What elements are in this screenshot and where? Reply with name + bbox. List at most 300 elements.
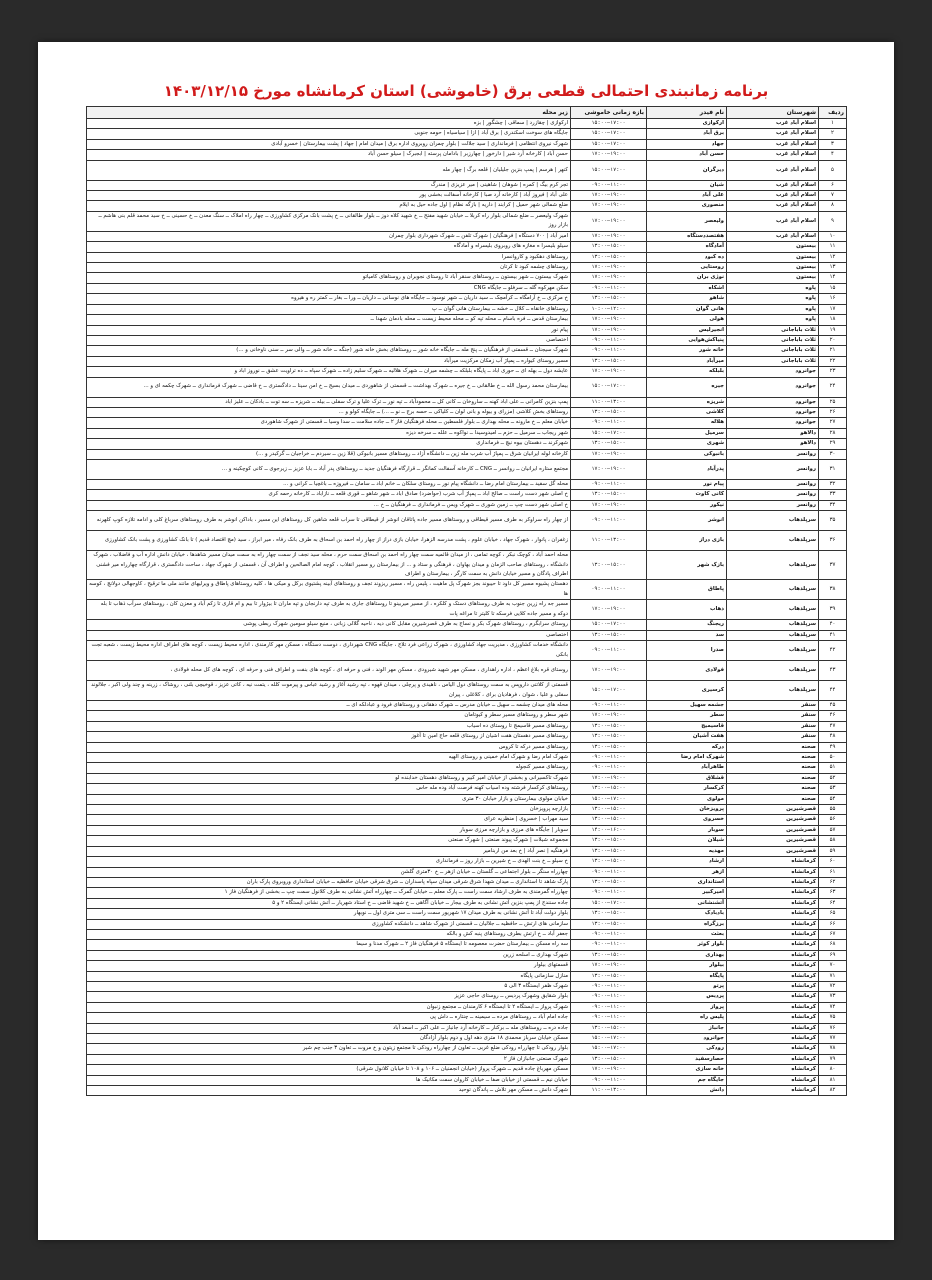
table-row — [87, 600, 847, 620]
row-number-cell: ۸۲ — [819, 1086, 847, 1096]
county-cell: پاوه — [727, 315, 819, 325]
feeder-cell: بهداری — [647, 950, 727, 960]
row-number-cell: ۸۰ — [819, 1065, 847, 1075]
time-range-cell: ۱۳:۰۰—۱۵:۰۰ — [571, 909, 647, 919]
table-row — [87, 909, 847, 919]
table-row — [87, 1013, 847, 1023]
feeder-cell: روستایی — [647, 263, 727, 273]
area-cell: روستاهای کرکسار فرشته وده اسیاب کهنه فرصت آباد وده مله حاس — [87, 784, 571, 794]
row-number-cell: ۷۸ — [819, 1044, 847, 1054]
row-number-cell: ۷۰ — [819, 961, 847, 971]
row-number-cell: ۷۹ — [819, 1054, 847, 1064]
row-number-cell: ۲ — [819, 129, 847, 139]
county-cell: قصرشیرین — [727, 805, 819, 815]
county-cell: سرپلذهاب — [727, 580, 819, 600]
feeder-cell: بعثت — [647, 929, 727, 939]
time-range-cell: ۰۹:۰۰—۱۱:۰۰ — [571, 888, 647, 898]
time-range-cell: ۱۴:۰۰—۱۶:۰۰ — [571, 825, 647, 835]
county-cell: بیستون — [727, 263, 819, 273]
county-cell: کرمانشاه — [727, 877, 819, 887]
row-number-cell: ۷۲ — [819, 981, 847, 991]
feeder-cell: مهدیه — [647, 846, 727, 856]
table-row — [87, 511, 847, 531]
time-range-cell: ۱۱:۰۰—۱۳:۰۰ — [571, 1086, 647, 1096]
area-cell: اختصاصی — [87, 630, 571, 640]
area-cell: اختصاصی — [87, 335, 571, 345]
table-row — [87, 630, 847, 640]
county-cell: صحنه — [727, 753, 819, 763]
row-number-cell: ۲۵ — [819, 397, 847, 407]
county-cell: سرپلذهاب — [727, 641, 819, 661]
county-cell: سرپلذهاب — [727, 630, 819, 640]
table-row — [87, 877, 847, 887]
row-number-cell: ۶۴ — [819, 898, 847, 908]
area-cell: امیر آباد | ۷۰۰ دستگاه | فرهنگیان | شهرک تلفن ــ شهرک شهرداری بلوار چمران — [87, 231, 571, 241]
table-row — [87, 929, 847, 939]
time-range-cell: ۰۹:۰۰—۱۱:۰۰ — [571, 641, 647, 661]
time-range-cell: ۱۵:۰۰—۱۷:۰۰ — [571, 160, 647, 180]
row-number-cell: ۴۱ — [819, 630, 847, 640]
feeder-cell: اشکاه — [647, 283, 727, 293]
table-row — [87, 428, 847, 438]
row-number-cell: ۵۱ — [819, 763, 847, 773]
feeder-cell: منصوری — [647, 201, 727, 211]
row-number-cell: ۷۶ — [819, 1023, 847, 1033]
county-cell: کرمانشاه — [727, 1065, 819, 1075]
row-number-cell: ۲۲ — [819, 356, 847, 366]
table-row — [87, 888, 847, 898]
area-cell: دهستان پشیوه مسیر کل داود تا حیبوند بجز شهرک پل ماهیت ، پلیس راه ، مسیر ریزوند تجف و روستاهای آبینه پشتیوی برکل و میکی ها ، کلیه روستاهای پاطاق و ویرلیهای مانند ملی ما ترقیح ، کاوجهالی دولانچ ، کوسه ها — [87, 580, 571, 600]
document-title: برنامه زمانبندی احتمالی قطعی برق (خاموشی) استان کرمانشاه مورخ ۱۴۰۳/۱۲/۱۵ — [163, 82, 769, 100]
county-cell: دالاهو — [727, 428, 819, 438]
time-range-cell: ۰۹:۰۰—۱۱:۰۰ — [571, 335, 647, 345]
feeder-cell: برق آباد — [647, 129, 727, 139]
table-row — [87, 661, 847, 681]
table-row — [87, 732, 847, 742]
time-range-cell: ۱۵:۰۰—۱۷:۰۰ — [571, 1034, 647, 1044]
time-range-cell: ۰۹:۰۰—۱۱:۰۰ — [571, 180, 647, 190]
table-row — [87, 641, 847, 661]
time-range-cell: ۰۹:۰۰—۱۱:۰۰ — [571, 1013, 647, 1023]
time-range-cell: ۱۷:۰۰—۱۹:۰۰ — [571, 273, 647, 283]
table-row — [87, 356, 847, 366]
feeder-cell: ریجنگ — [647, 620, 727, 630]
county-cell: سرپلذهاب — [727, 600, 819, 620]
area-cell: عایشه دول ــ بهله ای ــ حوری اباد ــ پایگاه بلبلکه ــ چشمه میران ــ شهرک هلالیه ــ شهرک سلیم زاده ــ شهرک سپاه ــ ده تراویت عشق ــ نوروز اباد و — [87, 367, 571, 377]
time-range-cell: ۱۳:۰۰—۱۵:۰۰ — [571, 877, 647, 887]
feeder-cell: کانی کاوت — [647, 490, 727, 500]
time-range-cell: ۱۵:۰۰—۱۷:۰۰ — [571, 620, 647, 630]
time-range-cell: ۱۵:۰۰—۱۷:۰۰ — [571, 1044, 647, 1054]
time-range-cell: ۱۷:۰۰—۱۹:۰۰ — [571, 201, 647, 211]
area-cell: شهرکرند ــ دهستان بیوه نیچ ــ فرمانداری — [87, 439, 571, 449]
feeder-cell: پیام نور — [647, 479, 727, 489]
county-cell: اسلام آباد غرب — [727, 191, 819, 201]
time-range-cell: ۱۵:۰۰—۱۷:۰۰ — [571, 681, 647, 701]
row-number-cell: ۴۷ — [819, 721, 847, 731]
row-number-cell: ۶۶ — [819, 919, 847, 929]
row-number-cell: ۵۸ — [819, 836, 847, 846]
feeder-cell: بیلوار — [647, 961, 727, 971]
row-number-cell: ۶۳ — [819, 888, 847, 898]
row-number-cell: ۳۶ — [819, 531, 847, 551]
row-number-cell: ۲۶ — [819, 407, 847, 417]
table-row — [87, 992, 847, 1002]
row-number-cell: ۳۲ — [819, 479, 847, 489]
table-row — [87, 283, 847, 293]
area-cell: روستاهای چشمه کبود تا کرتان — [87, 263, 571, 273]
area-cell: شهرک بهداری ــ اسلحه زرین — [87, 950, 571, 960]
table-row — [87, 815, 847, 825]
feeder-cell: مولوی — [647, 794, 727, 804]
time-range-cell: ۱۳:۰۰—۱۵:۰۰ — [571, 971, 647, 981]
row-number-cell: ۳۸ — [819, 580, 847, 600]
time-range-cell: ۱۷:۰۰—۱۹:۰۰ — [571, 150, 647, 160]
table-row — [87, 211, 847, 231]
row-number-cell: ۳۰ — [819, 449, 847, 459]
time-range-cell: ۱۵:۰۰—۱۷:۰۰ — [571, 139, 647, 149]
area-cell: چهارراه سنگر ــ بلوار اجتماعی ــ گلستان ــ خیابان ازهر ــ خ ۳۰متری گلشن — [87, 867, 571, 877]
row-number-cell: ۱۹ — [819, 325, 847, 335]
header-county: شهرستان — [727, 107, 819, 119]
county-cell: روانسر — [727, 500, 819, 510]
row-number-cell: ۵۰ — [819, 753, 847, 763]
county-cell: جوانرود — [727, 367, 819, 377]
county-cell: صحنه — [727, 784, 819, 794]
table-row — [87, 794, 847, 804]
time-range-cell: ۰۹:۰۰—۱۱:۰۰ — [571, 763, 647, 773]
area-cell: پمپ بنزین کامرانی ــ علی اباد کهنه ــ ساروخان ــ کانی کل ــ محمودآباد ــ تپه نور ــ ترک علیا و ترک سفلی ــ بیله ــ شریزه ــ سه توت ــ بادکان ــ علیز اباد — [87, 397, 571, 407]
area-cell: شهرک نیروی انتظامی | فرمانداری | سید جلالت | بلوار چمران روبروی اداره برق | میدان امام | جهاد | پشت بیمارستان | خسرو آبادی — [87, 139, 571, 149]
area-cell: پیام نور — [87, 325, 571, 335]
area-cell: شهر ریجاب ــ سرمیل ــ حزم ــ امیدوسیدا ــ نواکوه ــ علله ــ سرخه دیزه — [87, 428, 571, 438]
row-number-cell: ۱۳ — [819, 263, 847, 273]
county-cell: کرمانشاه — [727, 981, 819, 991]
feeder-cell: رودکی — [647, 1044, 727, 1054]
county-cell: سنقر — [727, 711, 819, 721]
table-row — [87, 825, 847, 835]
area-cell: کنهر | هرسم | پمپ بنزین جلیلیان | قلعه برگ | چهار مله — [87, 160, 571, 180]
table-row — [87, 160, 847, 180]
feeder-cell: نیکور — [647, 500, 727, 510]
area-cell: شهرک سیجنان ــ قسمتی از فرهنگیان ــ پنج مله ــ جایگاه خانه شور ــ روستاهای بخش خانه شور (جنگه ــ خانه شور ــ والی سر ــ سنی ناوخانی و ...) — [87, 346, 571, 356]
feeder-cell: ولیعصر — [647, 211, 727, 231]
feeder-cell: ازهر — [647, 867, 727, 877]
county-cell: کرمانشاه — [727, 992, 819, 1002]
area-cell: روستای قره بلاغ اعظم ، اداره راهداری ، مسکن مهر شهید شیرودی ، مسکن مهر الوند ، فنی و حرفه ای ، کوچه های بنفت و اطراف فنی و حرفه ای ، کوچه های کل محله فولادی ، — [87, 661, 571, 681]
area-cell: جاده امام آباد ــ روستاهای مرده ــ سیمینه ــ چنتاره ــ داش پی — [87, 1013, 571, 1023]
area-cell: مسیر روستای کیواره ــ پمپاژ آب زمکان مرکزیت میرآباد — [87, 356, 571, 366]
area-cell: مسیر جه راه زرین جنوب به طرف روستاهای دستک و کلکره ، از مسیر میربینو تا روستاهای جاری به طرف تپه دارنجان و تپه ماران تا بیژوار تا بیم و ام قاری تا زکم آباد و معزن کان ، روستاهای سرآب ذهاب تا بله دوکه و مسیر جاده کلایی فرسکه تا کلیتر تا مراغه پات — [87, 600, 571, 620]
row-number-cell: ۳۱ — [819, 459, 847, 479]
area-cell: چهارراه گمرمندی به طرف ارشاد سمت راست ــ پارک معلم ــ خیابان گمرک ــ چهارراه آتش نشانی به طرف کلانول سمت چپ ــ بخشی از فرهنگیان فاز ۱ — [87, 888, 571, 898]
county-cell: کرمانشاه — [727, 867, 819, 877]
time-range-cell: ۰۹:۰۰—۱۱:۰۰ — [571, 1002, 647, 1012]
time-range-cell: ۱۳:۰۰—۱۵:۰۰ — [571, 784, 647, 794]
row-number-cell: ۵۴ — [819, 794, 847, 804]
feeder-cell: هفتصددستگاه — [647, 231, 727, 241]
header-area: زیر محله — [87, 107, 571, 119]
county-cell: ثلاث باباجانی — [727, 335, 819, 345]
row-number-cell: ۶۰ — [819, 857, 847, 867]
outage-schedule-table-wrapper — [86, 106, 846, 1096]
area-cell: روستاهای مسیر درکه تا کروس — [87, 742, 571, 752]
area-cell: سوبار | جایگاه های مرزی و بازارچه مرزی سوبار — [87, 825, 571, 835]
area-cell: بلوار رودکی تا چهارراه رودکی ضلع غربی ــ تعاون از چهارراه رودکی تا مجتمع زیتون و خ مروت ــ تعاون ۳ جنب چم شیر — [87, 1044, 571, 1054]
area-cell: بلوار شقایق وشهرک پردیس ــ روستای حاجی عزیز — [87, 992, 571, 1002]
table-row — [87, 346, 847, 356]
time-range-cell: ۱۳:۰۰—۱۵:۰۰ — [571, 742, 647, 752]
table-row — [87, 407, 847, 417]
feeder-cell: پرواز — [647, 1002, 727, 1012]
county-cell: کرمانشاه — [727, 961, 819, 971]
time-range-cell: ۱۷:۰۰—۱۹:۰۰ — [571, 459, 647, 479]
county-cell: سرپلذهاب — [727, 531, 819, 551]
header-row-number: ردیف — [819, 107, 847, 119]
county-cell: روانسر — [727, 459, 819, 479]
area-cell: روستای سرابگرم ، روستاهای شهرک بکر و نساج به طرف قصرشیرین مقابل کانی دیه ، ناحیه گلالی زبانی ، منبع سیلو سومین شهرک ربطی پوشی — [87, 620, 571, 630]
table-row — [87, 1086, 847, 1096]
county-cell: بیستون — [727, 242, 819, 252]
county-cell: کرمانشاه — [727, 1023, 819, 1033]
feeder-cell: پدرآباد — [647, 459, 727, 479]
time-range-cell: ۱۳:۰۰—۱۵:۰۰ — [571, 630, 647, 640]
table-row — [87, 315, 847, 325]
area-cell: بیمارستان قدس ــ فره باسام ــ محله تپه کو ــ محله محیط زیست ــ محله بادمان شهدا ــ — [87, 315, 571, 325]
county-cell: کرمانشاه — [727, 1086, 819, 1096]
county-cell: اسلام آباد غرب — [727, 139, 819, 149]
table-row — [87, 304, 847, 314]
table-row — [87, 919, 847, 929]
feeder-cell: بازی دراز — [647, 531, 727, 551]
row-number-cell: ۶۹ — [819, 950, 847, 960]
time-range-cell: ۱۷:۰۰—۱۹:۰۰ — [571, 600, 647, 620]
county-cell: اسلام آباد غرب — [727, 119, 819, 129]
county-cell: قصرشیرین — [727, 815, 819, 825]
row-number-cell: ۶۱ — [819, 867, 847, 877]
feeder-cell: انوشر — [647, 511, 727, 531]
feeder-cell: کرکسار — [647, 784, 727, 794]
county-cell: سرپلذهاب — [727, 620, 819, 630]
area-cell: قسمتهای بیلوار — [87, 961, 571, 971]
row-number-cell: ۶۵ — [819, 909, 847, 919]
table-row — [87, 231, 847, 241]
time-range-cell: ۱۵:۰۰—۱۷:۰۰ — [571, 428, 647, 438]
table-body — [87, 119, 847, 1096]
county-cell: اسلام آباد غرب — [727, 180, 819, 190]
table-row — [87, 701, 847, 711]
row-number-cell: ۳۳ — [819, 490, 847, 500]
row-number-cell: ۳ — [819, 139, 847, 149]
time-range-cell: ۱۳:۰۰—۱۵:۰۰ — [571, 1023, 647, 1033]
table-row — [87, 1075, 847, 1085]
row-number-cell: ۳۵ — [819, 511, 847, 531]
row-number-cell: ۵۷ — [819, 825, 847, 835]
county-cell: روانسر — [727, 449, 819, 459]
feeder-cell: آمادگاه — [647, 242, 727, 252]
row-number-cell: ۵ — [819, 160, 847, 180]
county-cell: کرمانشاه — [727, 909, 819, 919]
time-range-cell: ۱۷:۰۰—۱۹:۰۰ — [571, 500, 647, 510]
county-cell: اسلام آباد غرب — [727, 211, 819, 231]
table-row — [87, 449, 847, 459]
area-cell: روستاهای مسیر دهستان هفت اشیان از روستای قلعه حاج امین تا آغوز — [87, 732, 571, 742]
time-range-cell: ۱۳:۰۰—۱۵:۰۰ — [571, 242, 647, 252]
time-range-cell: ۰۹:۰۰—۱۱:۰۰ — [571, 940, 647, 950]
area-cell: روستاهای دهکبود و کاروانسرا — [87, 252, 571, 262]
row-number-cell: ۷۵ — [819, 1013, 847, 1023]
row-number-cell: ۵۳ — [819, 784, 847, 794]
county-cell: کرمانشاه — [727, 971, 819, 981]
row-number-cell: ۴۳ — [819, 661, 847, 681]
row-number-cell: ۴۸ — [819, 732, 847, 742]
time-range-cell: ۱۷:۰۰—۱۹:۰۰ — [571, 191, 647, 201]
area-cell: مجموعه شیلات | شهرک پیوند صنعتی | شهرک صنعتی — [87, 836, 571, 846]
table-row — [87, 1023, 847, 1033]
feeder-cell: انجیرلیس — [647, 325, 727, 335]
time-range-cell: ۱۵:۰۰—۱۷:۰۰ — [571, 898, 647, 908]
time-range-cell: ۰۹:۰۰—۱۱:۰۰ — [571, 981, 647, 991]
time-range-cell: ۰۹:۰۰—۱۱:۰۰ — [571, 283, 647, 293]
row-number-cell: ۴ — [819, 150, 847, 160]
time-range-cell: ۱۷:۰۰—۱۹:۰۰ — [571, 263, 647, 273]
table-row — [87, 367, 847, 377]
time-range-cell: ۰۹:۰۰—۱۱:۰۰ — [571, 418, 647, 428]
feeder-cell: میرآباد — [647, 356, 727, 366]
time-range-cell: ۱۳:۰۰—۱۵:۰۰ — [571, 836, 647, 846]
area-cell: بازارچه پرویزخان — [87, 805, 571, 815]
table-row — [87, 479, 847, 489]
area-cell: سیلو بلیسرا ه مغازه های روبروی بلیسراه و آمادگاه — [87, 242, 571, 252]
area-cell: شهرک امام رضا و شهرک امام خمینی و روستای الهیه — [87, 753, 571, 763]
feeder-cell: هانی گوان — [647, 304, 727, 314]
county-cell: ثلاث باباجانی — [727, 325, 819, 335]
feeder-cell: شاهو — [647, 294, 727, 304]
feeder-cell: طاهرآباد — [647, 763, 727, 773]
county-cell: صحنه — [727, 794, 819, 804]
feeder-cell: سرمیل — [647, 428, 727, 438]
row-number-cell: ۴۰ — [819, 620, 847, 630]
area-cell: شهرک ظفر ایستگاه ۳ الی ۵ — [87, 981, 571, 991]
feeder-cell: پرتو — [647, 981, 727, 991]
feeder-cell: درکه — [647, 742, 727, 752]
area-cell: خیابان مولوی بیمارستان و بازار خیابان ۳۰ متری — [87, 794, 571, 804]
area-cell: شهرک ولیعصر ــ ضلع شمالی بلوار راه کربلا ــ خیابان شهید مفتح ــ خ شهید کلاه دوز ــ بلوار طالقانی ــ خ پشت بانک مرکزی کشاورزی ــ چهار راه املاک ــ سنگ معدن ــ خ حسینی ــ خ سید محمد قلم بنی هاشم ــ بازار روز — [87, 211, 571, 231]
county-cell: قصرشیرین — [727, 825, 819, 835]
row-number-cell: ۹ — [819, 211, 847, 231]
table-row — [87, 950, 847, 960]
row-number-cell: ۱۵ — [819, 283, 847, 293]
area-cell: شهرک بیستون ــ شهر بیستون ــ روستاهای سنقر آباد تا روستای نجوبران و روستاهای کامیاتو — [87, 273, 571, 283]
area-cell: مسکن خیابان سرباز محمدی ۱۸ متری دهه اول و دوم بلوار آزادگان — [87, 1034, 571, 1044]
county-cell: سرپلذهاب — [727, 661, 819, 681]
area-cell: بیمارستان محمد رسول الله ــ خ طالقانی ــ خ جیره ــ شهرک بهداشت ــ قسمتی از شاهوردی ــ میدان بسیج ــ خ امن سینا ــ دادگستری ــ خ قاضی ــ شهرک فرمانداری ــ شهرک چکمه ای و ... — [87, 377, 571, 397]
area-cell: شهر سطر و روستاهای مسیر سطر و کیوتامان — [87, 711, 571, 721]
area-cell: تجر کرم بیگ | کمره | شوهان | شاهینی | میر عزیزی | مندرگ — [87, 180, 571, 190]
feeder-cell: کلاشی — [647, 407, 727, 417]
table-row — [87, 681, 847, 701]
feeder-cell: هولی — [647, 315, 727, 325]
area-cell: پارک شاهد تا استانداری ــ میدان شهدا شرق شرقی میدان سپاه پاسداران ــ شرق شرقی خیابان حافظیه ــ خیابان استانداری وروبروی پارک باران — [87, 877, 571, 887]
county-cell: ثلاث باباجانی — [727, 346, 819, 356]
county-cell: پاوه — [727, 304, 819, 314]
area-cell: دانشگاه خدمات کشاورزی ، مدیریت جهاد کشاورزی ، شهرک زراعی فرد تلاج ، جایگاه CNG شهرداری ، دوست دستگاه ، مسکن مهر کارمندی ، اداره محیط زیست ، کوچه های اطراف اداره محیط زیست ، شعبه تجت بانکی — [87, 641, 571, 661]
table-row — [87, 263, 847, 273]
county-cell: صحنه — [727, 773, 819, 783]
table-row — [87, 971, 847, 981]
table-row — [87, 191, 847, 201]
feeder-cell: بلوار کوثر — [647, 940, 727, 950]
area-cell: روستاهای خانقاه ــ کلال ــ خشه ــ بیمارستان هانی گوان ــ پ — [87, 304, 571, 314]
area-cell: خ اصلی شهر دست چپ ــ زمین شوری ــ شهرک ویس ــ فرمانداری ــ فرهنگیان ــ خ ... — [87, 500, 571, 510]
table-row — [87, 580, 847, 600]
table-row — [87, 201, 847, 211]
county-cell: جوانرود — [727, 397, 819, 407]
area-cell: شهرک تاکسیرانی و بخشی از خیابان امیر کبیر و روستاهای دهستان خدابنده لو — [87, 773, 571, 783]
row-number-cell: ۲۳ — [819, 367, 847, 377]
table-row — [87, 1034, 847, 1044]
county-cell: بیستون — [727, 252, 819, 262]
table-row — [87, 531, 847, 551]
table-row — [87, 711, 847, 721]
table-row — [87, 763, 847, 773]
row-number-cell: ۲۰ — [819, 335, 847, 345]
county-cell: کرمانشاه — [727, 1034, 819, 1044]
county-cell: قصرشیرین — [727, 836, 819, 846]
county-cell: اسلام آباد غرب — [727, 129, 819, 139]
row-number-cell: ۵۶ — [819, 815, 847, 825]
table-row — [87, 867, 847, 877]
county-cell: ثلاث باباجانی — [727, 356, 819, 366]
area-cell: خیابان معلم ــ خ مارونه ــ محله بهداری ــ بلوار فلسطین ــ محله فرهنگیان فاز ۲ ــ جاده سلامت ــ سدا وسیا ــ قسمتی از شهرک شاهوردی — [87, 418, 571, 428]
time-range-cell: ۰۹:۰۰—۱۱:۰۰ — [571, 479, 647, 489]
county-cell: کرمانشاه — [727, 1075, 819, 1085]
feeder-cell: ده کبود — [647, 252, 727, 262]
time-range-cell: ۰۹:۰۰—۱۱:۰۰ — [571, 992, 647, 1002]
row-number-cell: ۶۸ — [819, 940, 847, 950]
table-row — [87, 242, 847, 252]
feeder-cell: استانداری — [647, 877, 727, 887]
county-cell: اسلام آباد غرب — [727, 150, 819, 160]
time-range-cell: ۱۵:۰۰—۱۷:۰۰ — [571, 129, 647, 139]
area-cell: از چهار راه سراوکر به طرف مسیر قیطاقی و روستاهای مسیر جاده پاتاقان انوشر از قیطاقی تا سراب قلعه شاهین کل روستاهای این مسیر ، باداکن انوشر به طرف روستاهای سرباغ کلی و ادامه تلازه کوپ کلهرنه — [87, 511, 571, 531]
feeder-cell: ارشاد — [647, 857, 727, 867]
time-range-cell: ۱۷:۰۰—۱۹:۰۰ — [571, 367, 647, 377]
table-row — [87, 898, 847, 908]
row-number-cell: ۷۱ — [819, 971, 847, 981]
time-range-cell: ۱۳:۰۰—۱۵:۰۰ — [571, 407, 647, 417]
time-range-cell: ۱۳:۰۰—۱۵:۰۰ — [571, 294, 647, 304]
table-row — [87, 1044, 847, 1054]
row-number-cell: ۸ — [819, 201, 847, 211]
row-number-cell: ۵۹ — [819, 846, 847, 856]
table-row — [87, 180, 847, 190]
county-cell: سرپلذهاب — [727, 551, 819, 580]
table-header-row — [87, 107, 847, 119]
row-number-cell: ۷ — [819, 191, 847, 201]
time-range-cell: ۱۱:۰۰—۱۳:۰۰ — [571, 397, 647, 407]
county-cell: اسلام آباد غرب — [727, 160, 819, 180]
time-range-cell: ۱۷:۰۰—۱۹:۰۰ — [571, 211, 647, 231]
area-cell: علی آباد | فیروز آباد | کارخانه آرد صبا | کارخانه آسفالت بخشی پور — [87, 191, 571, 201]
table-row — [87, 981, 847, 991]
feeder-cell: شریزه — [647, 397, 727, 407]
table-row — [87, 397, 847, 407]
table-row — [87, 773, 847, 783]
time-range-cell: ۱۳:۰۰—۱۵:۰۰ — [571, 919, 647, 929]
feeder-cell: فولادی — [647, 661, 727, 681]
feeder-cell: هلاله — [647, 418, 727, 428]
